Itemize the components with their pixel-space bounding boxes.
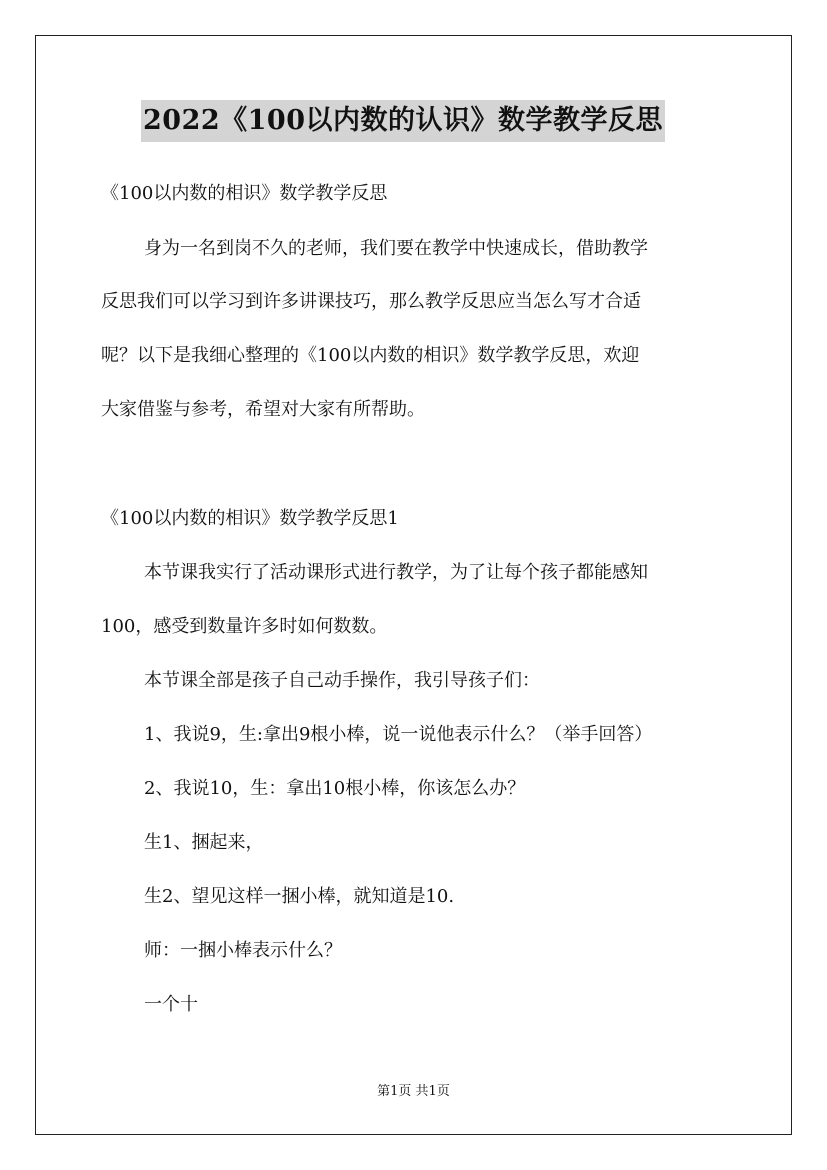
paragraph-line: 本节课全部是孩子自己动手操作，我引导孩子们： [144,670,540,691]
subtitle-line: 《100以内数的相识》数学教学反思 [101,183,388,204]
paragraph-line: 身为一名到岗不久的老师，我们要在教学中快速成长，借助教学 [144,238,648,259]
paragraph-line: 本节课我实行了活动课形式进行教学，为了让每个孩子都能感知 [144,562,648,583]
paragraph-line: 1、我说9，生:拿出9根小棒，说一说他表示什么？（举手回答） [144,724,653,745]
page-footer: 第1页 共1页 [377,1084,450,1099]
paragraph-line: 100，感受到数量许多时如何数数。 [101,616,388,637]
document-title: 2022《100以内数的认识》数学教学反思 [141,100,665,142]
paragraph-line: 呢？以下是我细心整理的《100以内数的相识》数学教学反思，欢迎 [101,345,640,366]
paragraph-line: 生1、捆起来， [144,832,264,853]
paragraph-line: 一个十 [144,994,198,1015]
paragraph-line: 2、我说10，生：拿出10根小棒，你该怎么办？ [144,778,526,799]
paragraph-line: 大家借鉴与参考，希望对大家有所帮助。 [101,399,425,420]
paragraph-line: 反思我们可以学习到许多讲课技巧，那么教学反思应当怎么写才合适 [101,291,641,312]
paragraph-line: 生2、望见这样一捆小棒，就知道是10. [144,886,455,907]
section-heading: 《100以内数的相识》数学教学反思1 [101,508,399,529]
paragraph-line: 师：一捆小棒表示什么？ [144,940,342,961]
